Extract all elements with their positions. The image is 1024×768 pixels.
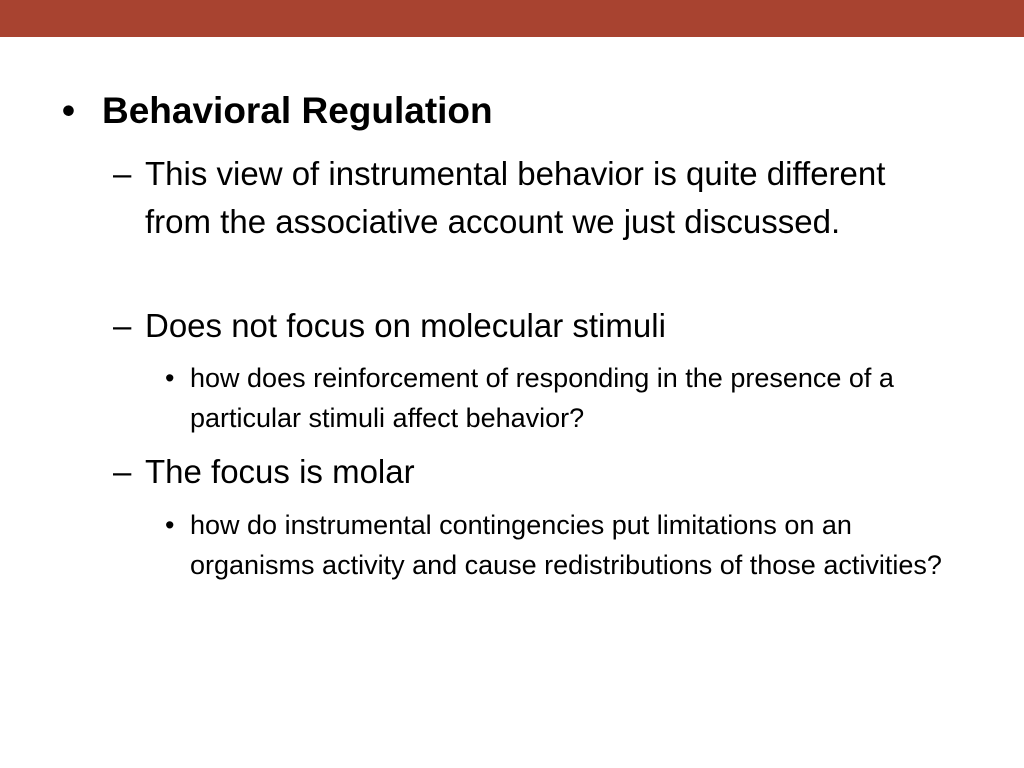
bullet-item-3	[113, 448, 953, 496]
bullet-item-3-text: The focus is molar	[145, 453, 415, 490]
bullet-item-2-text: Does not focus on molecular stimuli	[145, 307, 666, 344]
bullet-item-1-dash: –	[113, 155, 132, 192]
sub-bullet-item-2	[165, 358, 965, 438]
sub-bullet-item-3-dot: •	[165, 510, 175, 540]
heading-text: Behavioral Regulation	[102, 90, 493, 131]
bullet-item-1-text: This view of instrumental behavior is quite different from the associative account we just discussed.	[145, 155, 886, 240]
sub-bullet-item-2-dot: •	[165, 363, 175, 393]
sub-bullet-item-3-text: how do instrumental contingencies put limitations on an organisms activity and cause redistributions of those activities?	[190, 510, 942, 580]
sub-bullet-item-2-text: how does reinforcement of responding in the presence of a particular stimuli affect behavior?	[190, 363, 894, 433]
bullet-item-2-dash: –	[113, 307, 132, 344]
heading-bullet: •	[62, 90, 75, 131]
bullet-item-2	[113, 302, 953, 350]
sub-bullet-item-3	[165, 505, 965, 585]
bullet-item-3-dash: –	[113, 453, 132, 490]
bullet-item-1	[113, 150, 953, 246]
